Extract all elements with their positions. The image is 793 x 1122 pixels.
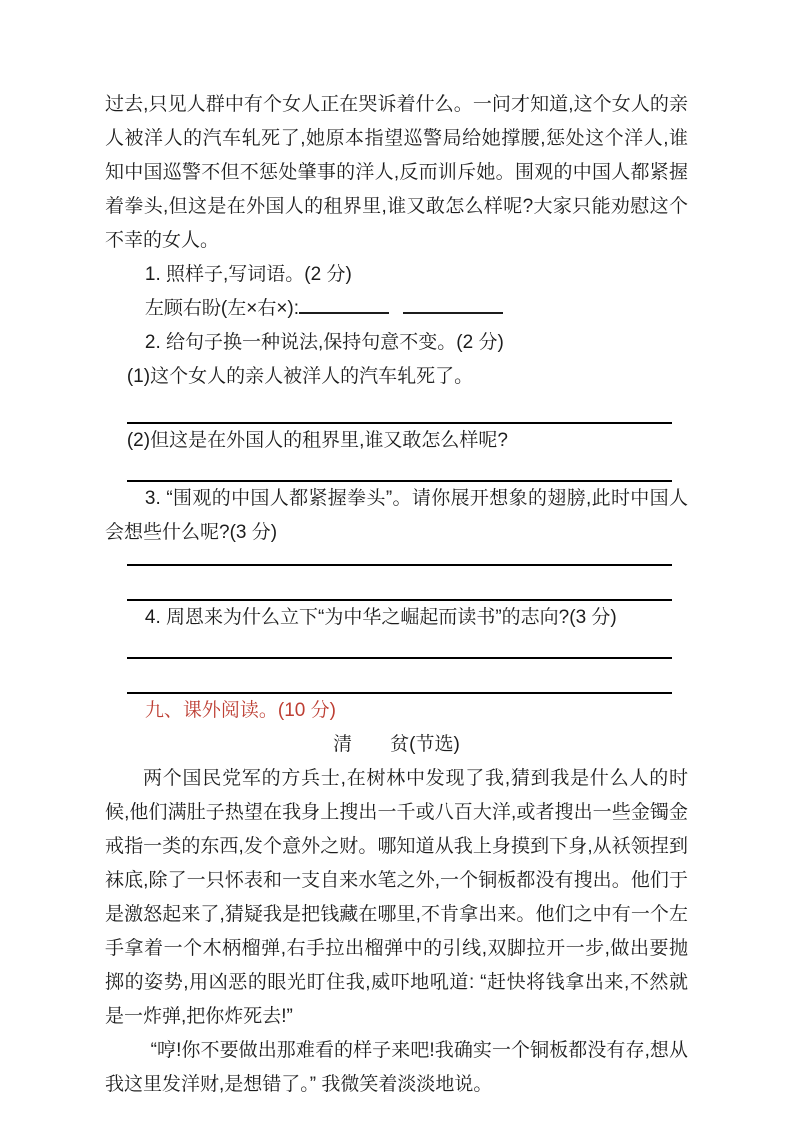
passage-paragraph-1: 两个国民党军的方兵士,在树林中发现了我,猜到我是什么人的时候,他们满肚子热望在我身上搜出一千或八百大洋,或者搜出一些金镯金戒指一类的东西,发个意外之财。哪知道从我上身摸到下身,从袄领捏到袜底,除了一只怀表和一支自来水笔之外,一个铜板都没有搜出。他们于是激怒起来了,猜疑我是把钱藏在哪里,不肯拿出来。他们之中有一个左手拿着一个木柄榴弹,右手拉出榴弹中的引线,双脚拉开一步,做出要抛掷的姿势,用凶恶的眼光盯住我,威吓地吼道: “赶快将钱拿出来,不然就是一炸弹,把你炸死去!” bbox=[105, 768, 688, 1027]
question-4-label: 4. 周恩来为什么立下“为中华之崛起而读书”的志向?(3 分) bbox=[144, 607, 617, 628]
answer-line bbox=[127, 550, 672, 566]
answer-line bbox=[127, 458, 672, 482]
passage-title: 清 贫(节选) bbox=[333, 734, 460, 755]
answer-line bbox=[127, 659, 672, 694]
passage-paragraph-2: “哼!你不要做出那难看的样子来吧!我确实一个铜板都没有存,想从我这里发洋财,是想错了。” 我微笑着淡淡地说。 bbox=[105, 1040, 688, 1095]
question-1-label: 1. 照样子,写词语。(2 分) bbox=[144, 264, 352, 285]
question-2-item-2: (2)但这是在外国人的租界里,谁又敢怎么样呢? bbox=[126, 430, 508, 451]
section-9-heading: 九、课外阅读。(10 分) bbox=[144, 700, 336, 721]
question-2-label: 2. 给句子换一种说法,保持句意不变。(2 分) bbox=[144, 332, 504, 353]
answer-line bbox=[127, 566, 672, 601]
answer-blank-1 bbox=[299, 293, 389, 314]
question-3-label: 3. “围观的中国人都紧握拳头”。请你展开想象的翅膀,此时中国人会想些什么呢?(3 分) bbox=[105, 488, 688, 543]
reading-passage-continuation: 过去,只见人群中有个女人正在哭诉着什么。一问才知道,这个女人的亲人被洋人的汽车轧死了,她原本指望巡警局给她撑腰,惩处这个洋人,谁知中国巡警不但不惩处肇事的洋人,反而训斥她。围观的中国人都紧握着拳头,但这是在外国人的租界里,谁又敢怎么样呢?大家只能劝慰这个不幸的女人。 bbox=[105, 94, 688, 251]
answer-blank-2 bbox=[403, 293, 503, 314]
question-1-answer-row bbox=[105, 292, 688, 326]
question-2-item-1: (1)这个女人的亲人被洋人的汽车轧死了。 bbox=[126, 366, 474, 387]
answer-line bbox=[127, 394, 672, 424]
answer-line bbox=[127, 635, 672, 659]
question-1-prompt: 左顾右盼(左×右×): bbox=[144, 298, 300, 319]
